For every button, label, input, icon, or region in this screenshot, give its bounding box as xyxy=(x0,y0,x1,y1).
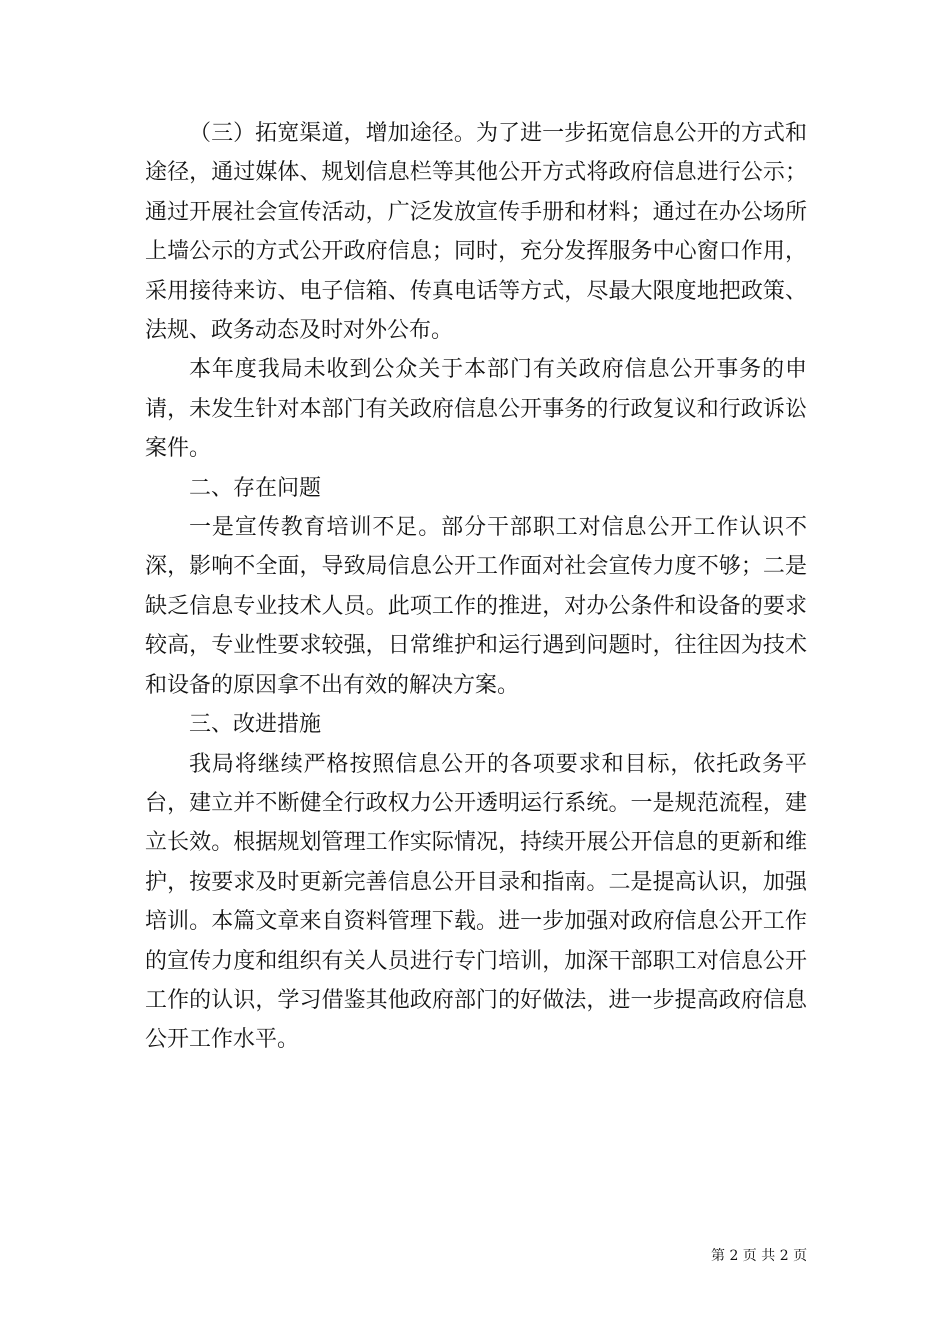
document-body xyxy=(145,114,807,1060)
paragraph-problems: 一是宣传教育培训不足。部分干部职工对信息公开工作认识不深，影响不全面，导致局信息公开工作面对社会宣传力度不够；二是缺乏信息专业技术人员。此项工作的推进，对办公条件和设备的要求较高，专业性要求较强，日常维护和运行遇到问题时，往往因为技术和设备的原因拿不出有效的解决方案。 xyxy=(145,515,807,698)
section-heading-problems: 二、存在问题 xyxy=(189,475,322,501)
paragraph-improvements: 我局将继续严格按照信息公开的各项要求和目标，依托政务平台，建立并不断健全行政权力公开透明运行系统。一是规范流程，建立长效。根据规划管理工作实际情况，持续开展公开信息的更新和维护，按要求及时更新完善信息公开目录和指南。二是提高认识，加强培训。本篇文章来自资料管理下载。进一步加强对政府信息公开工作的宣传力度和组织有关人员进行专门培训，加深干部职工对信息公开工作的认识，学习借鉴其他政府部门的好做法，进一步提高政府信息公开工作水平。 xyxy=(145,751,807,1053)
section-heading-improvements: 三、改进措施 xyxy=(189,712,322,738)
paragraph-channels: （三）拓宽渠道，增加途径。为了进一步拓宽信息公开的方式和途径，通过媒体、规划信息栏等其他公开方式将政府信息进行公示；通过开展社会宣传活动，广泛发放宣传手册和材料；通过在办公场所上墙公示的方式公开政府信息；同时，充分发挥服务中心窗口作用，采用接待来访、电子信箱、传真电话等方式，尽最大限度地把政策、法规、政务动态及时对外公布。 xyxy=(145,121,807,344)
paragraph-applications: 本年度我局未收到公众关于本部门有关政府信息公开事务的申请，未发生针对本部门有关政府信息公开事务的行政复议和行政诉讼案件。 xyxy=(145,357,807,462)
page-number-footer: 第 2 页 共 2 页 xyxy=(711,1248,808,1264)
